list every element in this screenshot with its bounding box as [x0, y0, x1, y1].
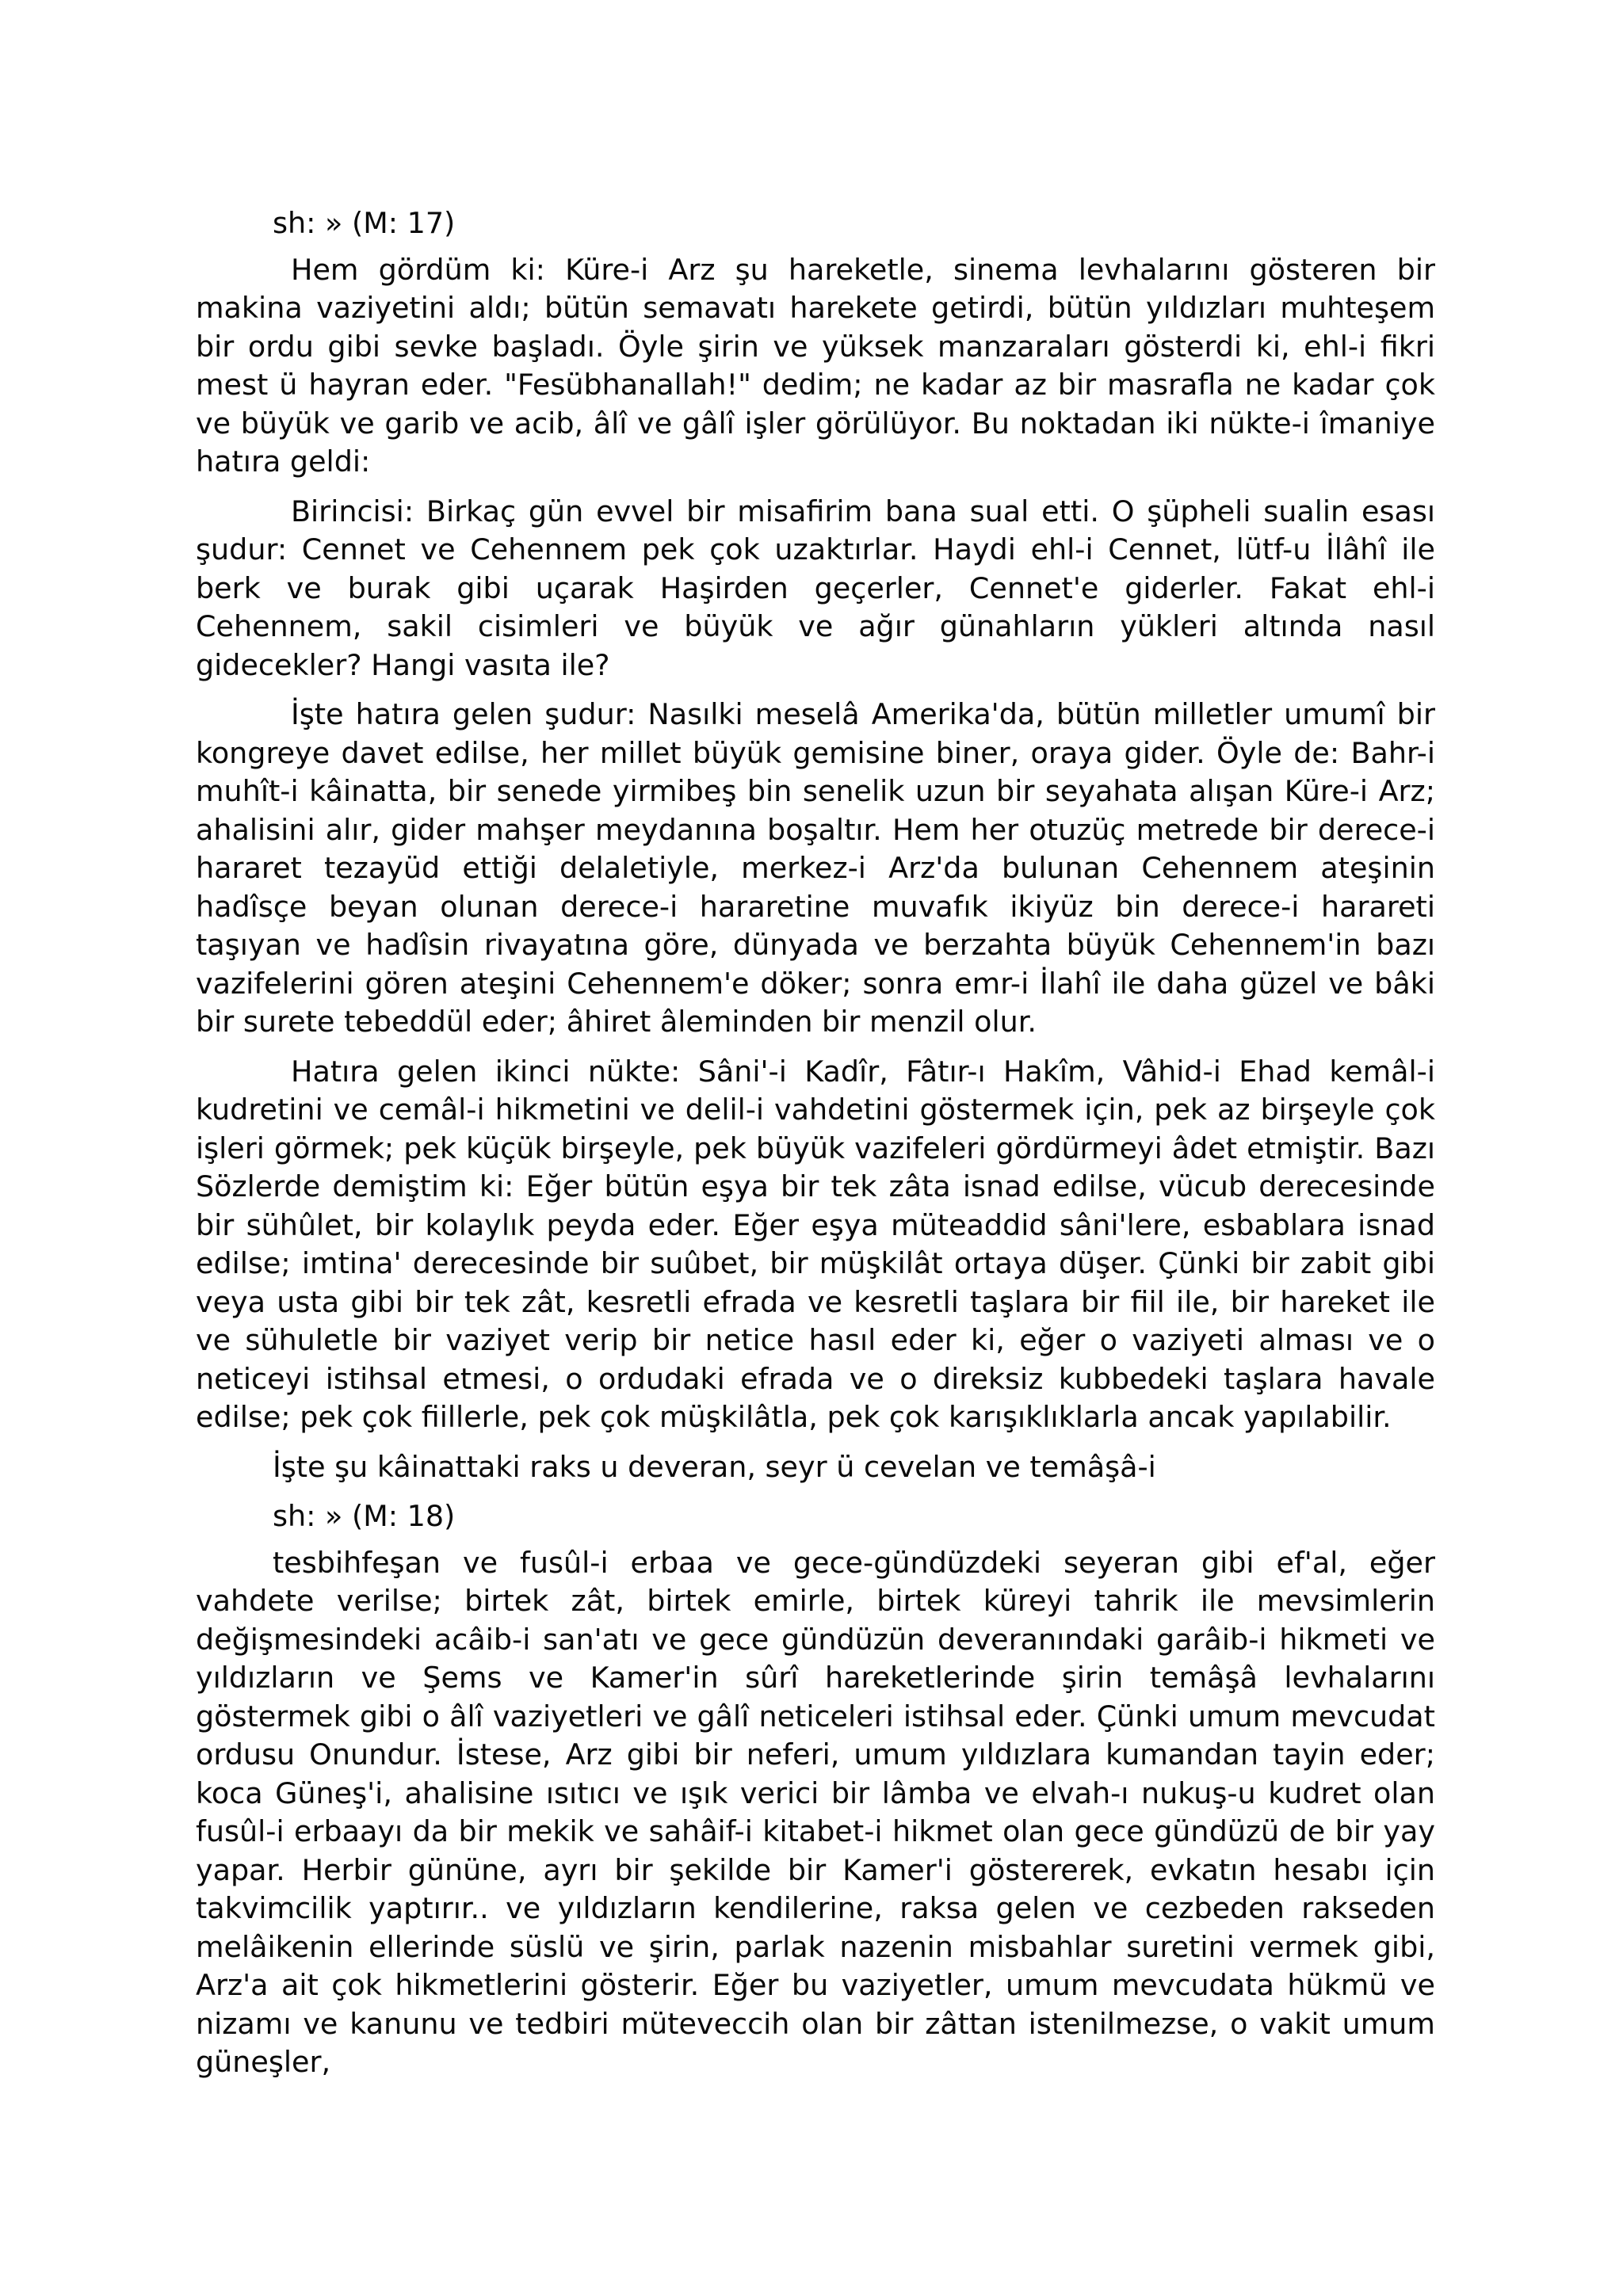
paragraph-iste-hatira: İşte hatıra gelen şudur: Nasılki meselâ Amerika'da, bütün milletler umumî bir kongreye davet edilse, her millet büyük gemisine biner, oraya gider. Öyle de: Bahr-i muhît-i kâinatta, bir senede yirmibeş bin senelik uzun bir seyahata alışan Küre-i Arz; ahalisini alır, gider mahşer meydanına boşaltır. Hem her otuzüç metrede bir derece-i hararet tezayüd ettiği delaletiyle, merkez-i Arz'da bulunan Cehennem ateşinin hadîsçe beyan olunan derece-i hararetine muvafık ikiyüz bin derece-i harareti taşıyan ve hadîsin rivayatına göre, dünyada ve berzahta büyük Cehennem'in bazı vazifelerini gören ateşini Cehennem'e döker; sonra emr-i İlahî ile daha güzel ve bâki bir surete tebeddül eder; âhiret âleminden bir menzil olur. — [196, 697, 1435, 1039]
paragraph-hem-gordum: Hem gördüm ki: Küre-i Arz şu hareketle, sinema levhalarını gösteren bir makina vaziyetini aldı; bütün semavatı harekete getirdi, bütün yıldızları muhteşem bir ordu gibi sevke başladı. Öyle şirin ve yüksek manzaraları gösterdi ki, ehl-i fikri mest ü hayran eder. "Fesübhanallah!" dedim; ne kadar az bir masrafla ne kadar çok ve büyük ve garib ve acib, âlî ve gâlî işler görülüyor. Bu noktadan iki nükte-i îmaniye hatıra geldi: — [196, 252, 1435, 479]
paragraph-birincisi: Birincisi: Birkaç gün evvel bir misafirim bana sual etti. O şüpheli sualin esası şudur: Cennet ve Cehennem pek çok uzaktırlar. Haydi ehl-i Cennet, lütf-u İlâhî ile berk ve burak gibi uçarak Haşirden geçerler, Cennet'e giderler. Fakat ehl-i Cehennem, sakil cisimleri ve büyük ve ağır günahların yükleri altında nasıl gidecekler? Hangi vasıta ile? — [196, 494, 1435, 682]
page-marker-m17: sh: » (M: 17) — [273, 206, 456, 240]
document-page — [196, 204, 1435, 2093]
paragraph-tesbihfesan: tesbihfeşan ve fusûl-i erbaa ve gece-gündüzdeki seyeran gibi ef'al, eğer vahdete verilse; birtek zât, birtek emirle, birtek küreyi tahrik ile mevsimlerin değişmesindeki acâib-i san'atı ve gece gündüzün deveranındaki garâib-i hikmeti ve yıldızların ve Şems ve Kamer'in sûrî hareketlerinde şirin temâşâ levhalarını göstermek gibi o âlî vaziyetleri ve gâlî neticeleri istihsal eder. Çünki umum mevcudat ordusu Onundur. İstese, Arz gibi bir neferi, umum yıldızlara kumandan tayin eder; koca Güneş'i, ahalisine ısıtıcı ve ışık verici bir lâmba ve elvah-ı nukuş-u kudret olan fusûl-i erbaayı da bir mekik ve sahâif-i kitabet-i hikmet olan gece gündüzü de bir yay yapar. Herbir gününe, ayrı bir şekilde bir Kamer'i göstererek, evkatın hesabı için takvimcilik yaptırır.. ve yıldızların kendilerine, raksa gelen ve cezbeden rakseden melâikenin ellerinde süslü ve şirin, parlak nazenin misbahlar suretini vermek gibi, Arz'a ait çok hikmetlerini gösterir. Eğer bu vaziyetler, umum mevcudata hükmü ve nizamı ve kanunu ve tedbiri müteveccih olan bir zâttan istenilmezse, o vakit umum güneşler, — [196, 1545, 1435, 2079]
paragraph-kainattaki-raks: İşte şu kâinattaki raks u deveran, seyr ü cevelan ve temâşâ-i — [273, 1449, 1156, 1484]
paragraph-ikinci-nukte: Hatıra gelen ikinci nükte: Sâni'-i Kadîr, Fâtır-ı Hakîm, Vâhid-i Ehad kemâl-i kudretini ve cemâl-i hikmetini ve delil-i vahdetini göstermek için, pek az birşeyle çok işleri görmek; pek küçük birşeyle, pek büyük vazifeleri gördürmeyi âdet etmiştir. Bazı Sözlerde demiştim ki: Eğer bütün eşya bir tek zâta isnad edilse, vücub derecesinde bir sühûlet, bir kolaylık peyda eder. Eğer eşya müteaddid sâni'lere, esbablara isnad edilse; imtina' derecesinde bir suûbet, bir müşkilât ortaya düşer. Çünki bir zabit gibi veya usta gibi bir tek zât, kesretli efrada ve kesretli taşlara bir fiil ile, bir hareket ile ve sühuletle bir vaziyet verip bir netice hasıl eder ki, eğer o vaziyeti alması ve o neticeyi istihsal etmesi, o ordudaki efrada ve o direksiz kubbedeki taşlara havale edilse; pek çok fiillerle, pek çok müşkilâtla, pek çok karışıklıklarla ancak yapılabilir. — [196, 1054, 1435, 1434]
page-marker-m18: sh: » (M: 18) — [273, 1499, 456, 1533]
